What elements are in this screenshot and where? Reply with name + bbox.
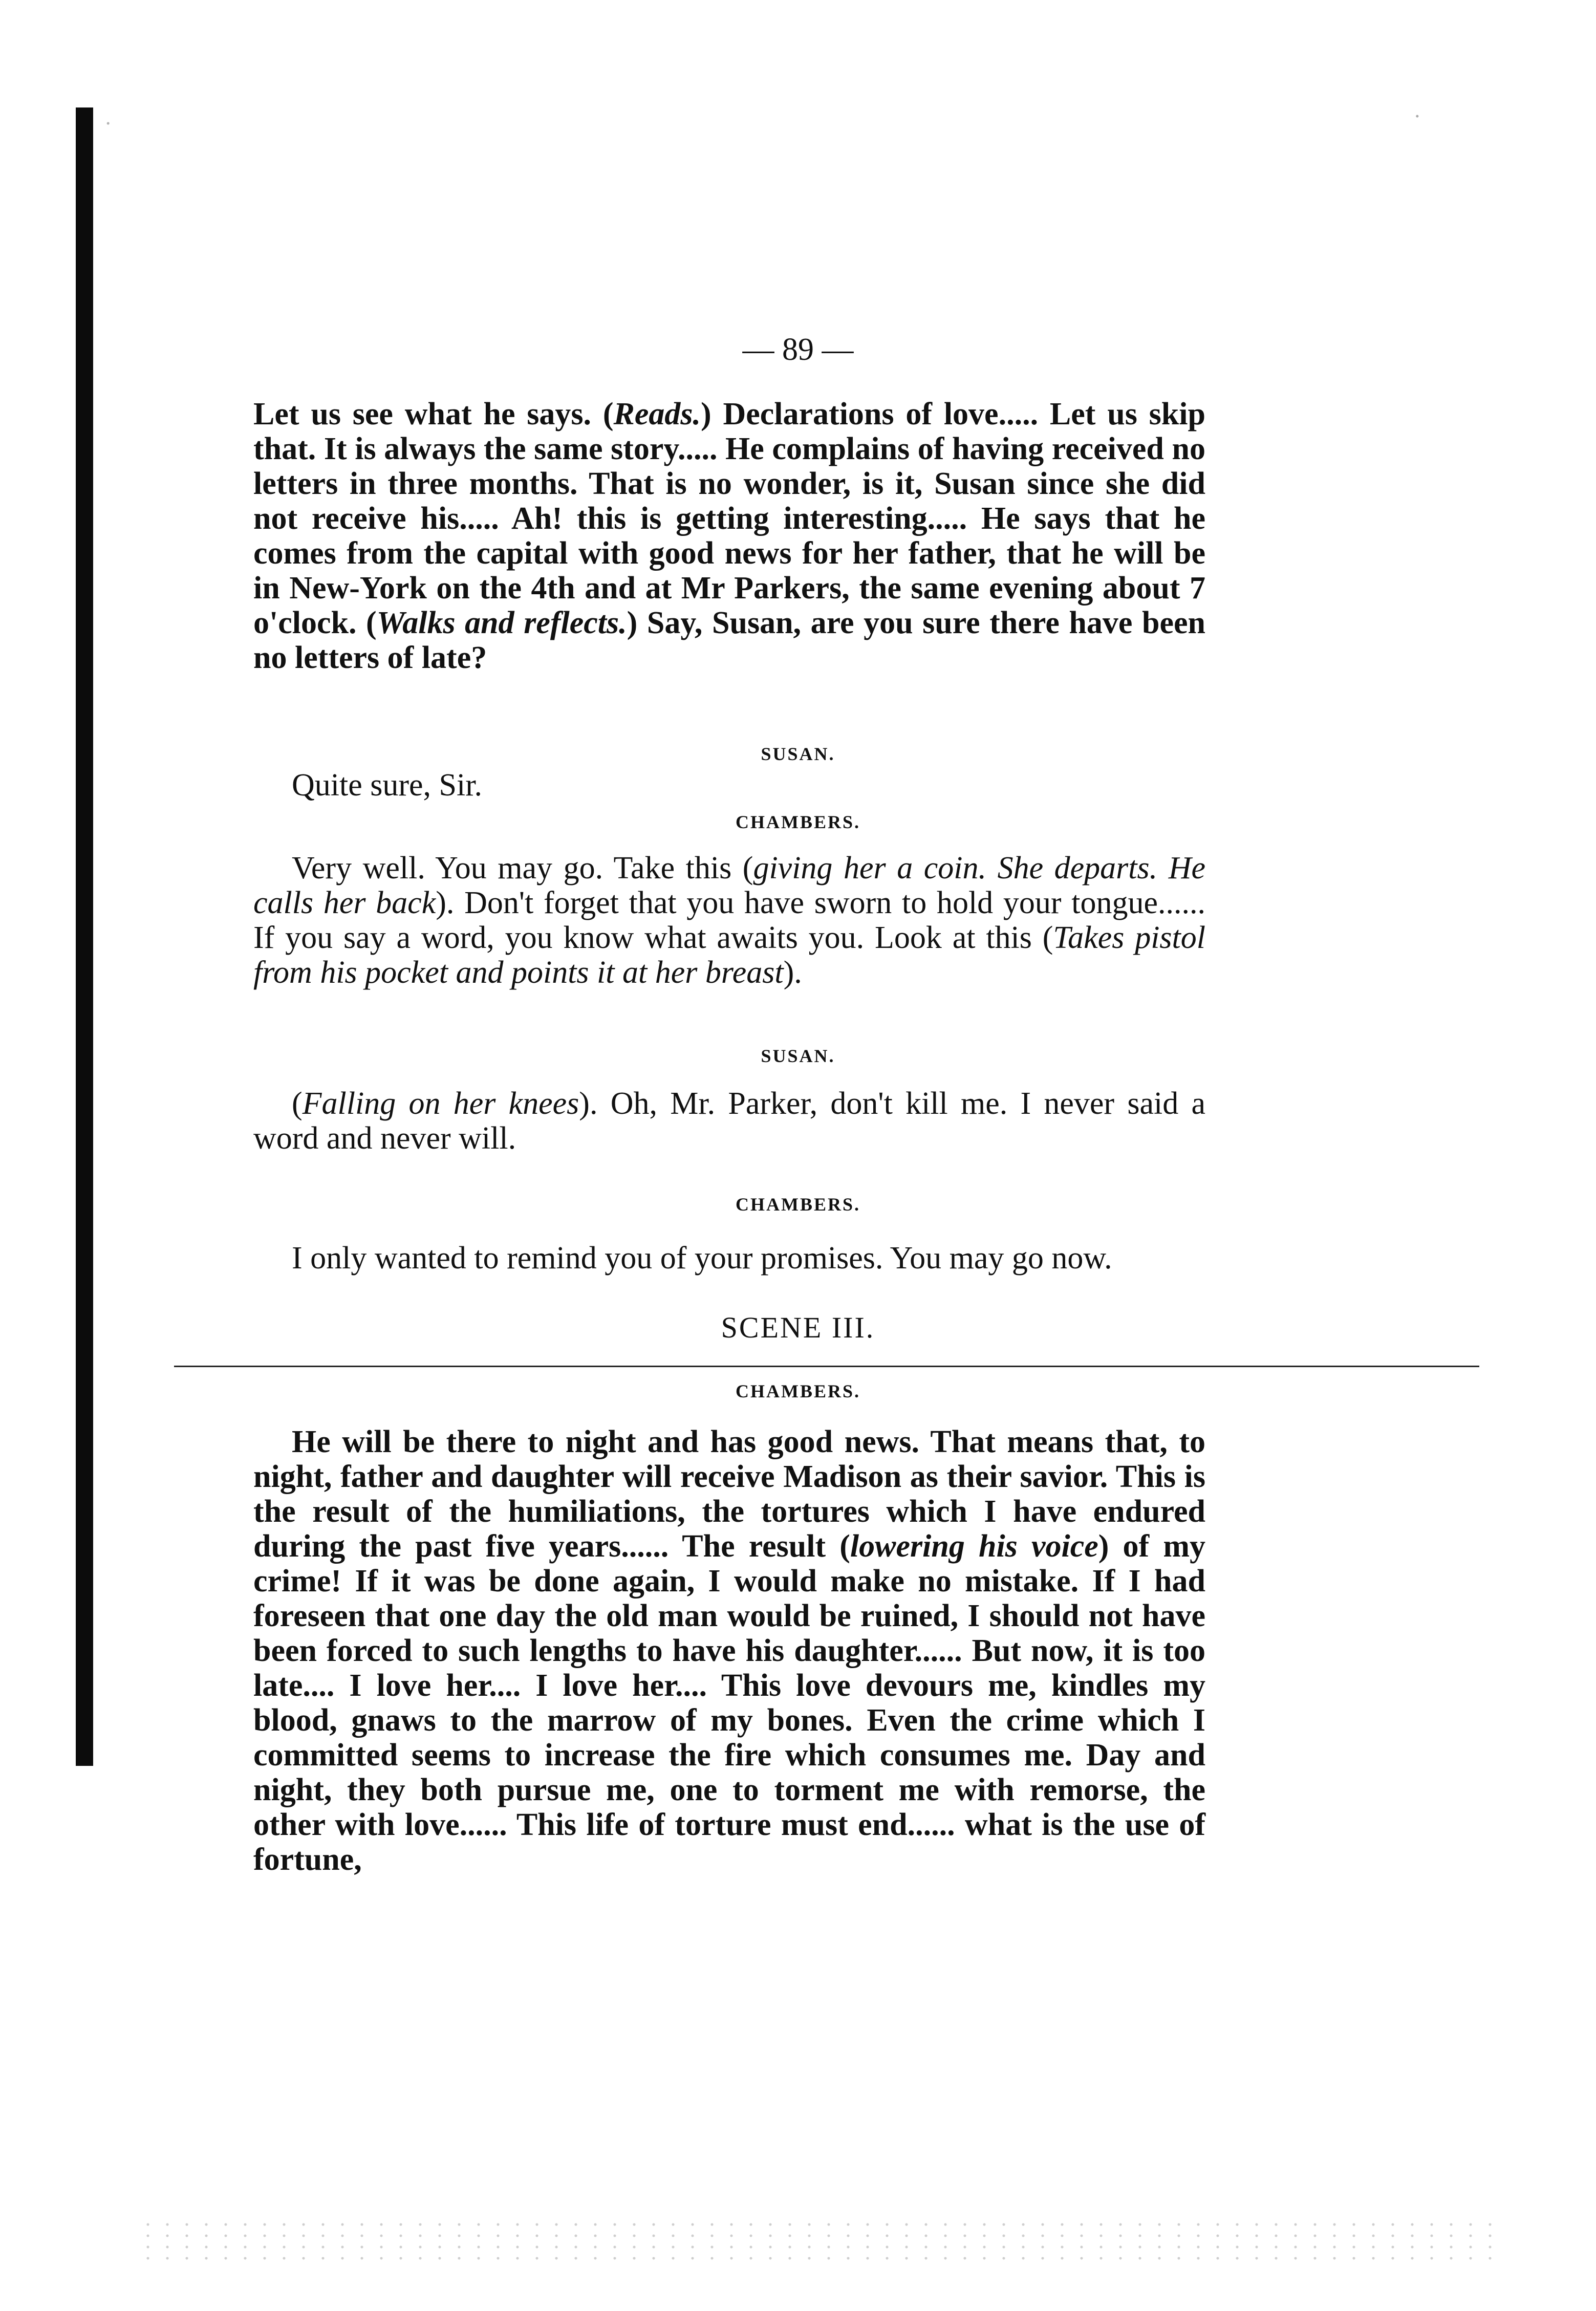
- paragraph-susan-plea: [253, 1086, 1205, 1156]
- paragraph-chambers-dismisses: [253, 1241, 1205, 1276]
- dialogue-text: (: [292, 1086, 303, 1121]
- paragraph-text: [253, 851, 1205, 990]
- speaker-chambers: CHAMBERS.: [735, 812, 861, 832]
- dialogue-text: ). Don't forget that you have sworn to hold your tongue...... If you say a word, you know what awaits you. Look at this (: [253, 885, 1205, 955]
- paragraph-susan-reply: [253, 768, 1205, 803]
- paragraph-text: [253, 1241, 1205, 1276]
- page-number: — 89 —: [742, 332, 854, 367]
- stage-direction: Takes pistol from his pocket and points it at her breast: [253, 920, 1205, 990]
- speaker-chambers: CHAMBERS.: [735, 1381, 861, 1401]
- speaker-susan: SUSAN.: [761, 1046, 835, 1066]
- stage-direction: lowering his voice: [850, 1529, 1098, 1564]
- stage-direction: Falling on her knees: [302, 1086, 579, 1121]
- dialogue-text: ) Say, Susan, are you sure there have been no letters of late?: [253, 606, 1205, 675]
- paragraph-text: [253, 1086, 1205, 1156]
- stage-direction: giving her a coin. She departs. He calls her back: [253, 851, 1205, 920]
- paragraph-chambers-reads-letter: [253, 397, 1205, 675]
- speaker-chambers: CHAMBERS.: [735, 1194, 861, 1215]
- stage-direction: Reads.: [613, 397, 701, 431]
- dialogue-text: Quite sure, Sir.: [292, 768, 482, 803]
- paragraph-chambers-monologue: [253, 1424, 1205, 1877]
- paragraph-text: [253, 768, 1205, 803]
- speaker-susan: SUSAN.: [761, 744, 835, 764]
- dialogue-text: ) Declarations of love..... Let us skip that. It is always the same story..... He complains of having received no letters in three months. That is no wonder, is it, Susan since she did not receive his..... Ah! this is getting interesting..... He says that he comes from the capital with good news for her father, that he will be in New-York on the 4th and at Mr Parkers, the same evening about 7 o'clock. (: [253, 397, 1205, 640]
- dialogue-text: ).: [783, 955, 802, 990]
- paragraph-chambers-threat: [253, 851, 1205, 990]
- dialogue-text: Very well. You may go. Take this (: [292, 851, 753, 885]
- stage-direction: Walks and reflects.: [376, 606, 627, 640]
- dialogue-text: I only wanted to remind you of your promises. You may go now.: [292, 1241, 1112, 1276]
- dialogue-text: ) of my crime! If it was be done again, I would make no mistake. If I had foreseen that one day the old man would be ruined, I should not have been forced to such lengths to have his daughter...... But now, it is too late.... I love her.... I love her.... This love devours me, kindles my blood, gnaws to the marrow of my bones. Even the crime which I committed seems to increase the fire which consumes me. Day and night, they both pursue me, one to torment me with remorse, the other with love...... This life of torture must end...... what is the use of fortune,: [253, 1529, 1205, 1877]
- paragraph-text: [253, 397, 1205, 675]
- dialogue-text: He will be there to night and has good news. That means that, to night, father and daughter will receive Madison as their savior. This is the result of the humiliations, the tortures which I have endured during the past five years...... The result (: [253, 1424, 1205, 1564]
- paragraph-text: [253, 1424, 1205, 1877]
- dialogue-text: Let us see what he says. (: [253, 397, 614, 431]
- dialogue-text: ). Oh, Mr. Parker, don't kill me. I never said a word and never will.: [253, 1086, 1205, 1156]
- scene-heading: SCENE III.: [721, 1311, 875, 1344]
